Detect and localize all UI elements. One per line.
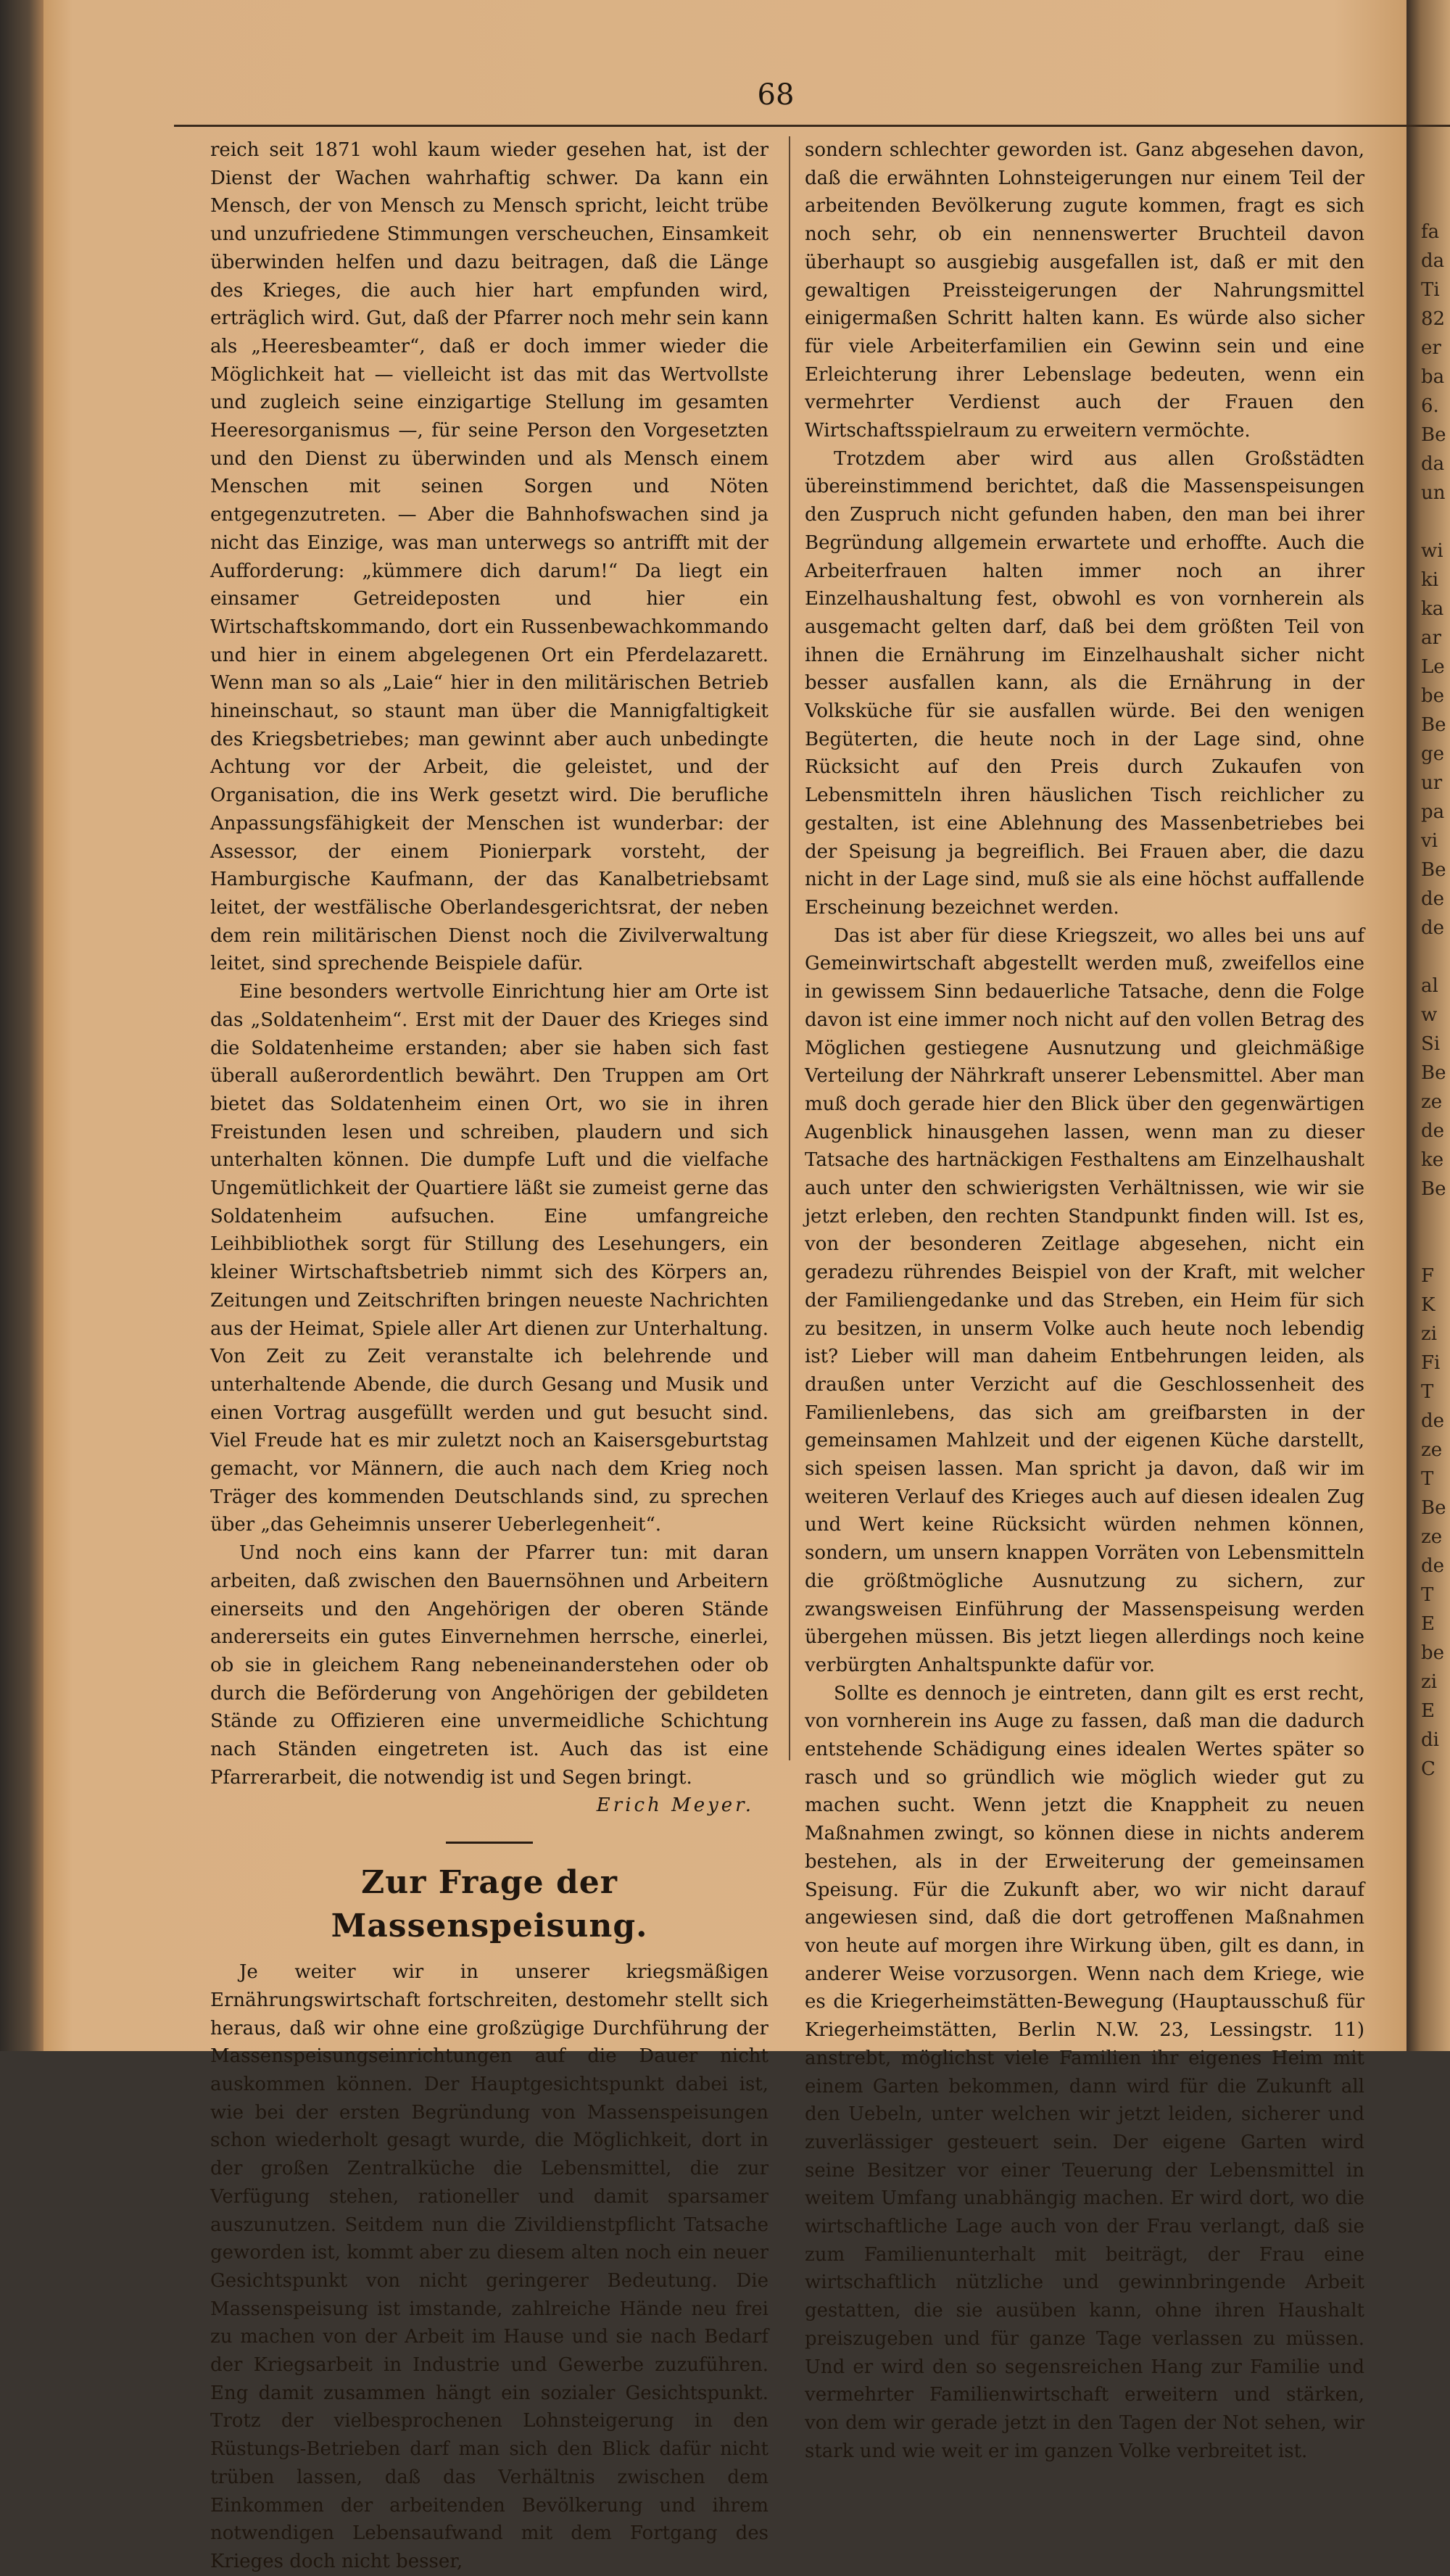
paragraph: Das ist aber für diese Kriegszeit, wo alles bei uns auf Gemeinwirtschaft abgestellt werden muß, zweifellos eine in gewissem Sinn bedauerliche Tatsache, denn die Folge davon ist eine immer noch nicht auf den vollen Betrag des Möglichen gestiegene Ausnutzung und gleichmäßige Verteilung der Nährkraft unserer Lebensmittel. Aber man muß doch gerade hier den Blick über den gegenwärtigen Augenblick hinausgehen lassen, wenn man zu dieser Tatsache des hartnäckigen Festhaltens am Einzelhaushalt auch unter den schwierigsten Verhältnissen, wie wir sie jetzt erleben, den rechten Standpunkt finden will. Ist es, von der besonderen Zeitlage abgesehen, nicht ein geradezu rührendes Beispiel von der Kraft, mit welcher der Familiengedanke und das Streben, ein Heim für sich zu besitzen, in unserm Volke auch heute noch lebendig ist? Lieber will man daheim Entbehrungen leiden, als draußen unter Verzicht auf die Geschlossenheit des Familienlebens, das sich am greifbarsten in der gemeinsamen Mahlzeit und der eigenen Küche darstellt, sich speisen lassen. Man spricht ja davon, daß wir im weiteren Verlauf des Krieges auch auf diesen idealen Zug und Wert keine Rücksicht würden nehmen können, sondern, um unsern knappen Vorräten von Lebensmitteln die größtmögliche Ausnutzung zu sichern, zur zwangsweisen Einführung der Massenspeisung werden übergehen müssen. Bis jetzt liegen allerdings noch keine verbürgten Anhaltspunkte dafür vor. bbox=[805, 924, 1364, 1676]
adjacent-page-fragment: K bbox=[1421, 1294, 1436, 1316]
adjacent-page-fragment: ar bbox=[1421, 627, 1441, 649]
paragraph: Eine besonders wertvolle Einrichtung hier am Orte ist das „Soldatenheim“. Erst mit der Dauer des Krieges sind die Soldatenheime erstanden; aber sie haben sich fast überall außerordentlich bewährt. Den Truppen am Ort bietet das Soldatenheim einen Ort, wo sie in ihren Freistunden lesen und schreiben, plaudern und sich unterhalten können. Die dumpfe Luft und die vielfache Ungemütlichkeit der Quartiere läßt sie zumeist gerne das Soldatenheim aufsuchen. Eine umfangreiche Leihbibliothek sorgt für Stillung des Lesehungers, ein kleiner Wirtschaftsbetrieb nimmt sich des Körpers an, Zeitungen und Zeitschriften bringen neueste Nachrichten aus der Heimat, Spiele aller Art dienen zur Unterhaltung. Von Zeit zu Zeit veranstalte ich belehrende und unterhaltende Abende, die durch Gesang und Musik und einen Vortrag ausgefüllt werden und gut besucht sind. Viel Freude hat es mir zuletzt noch an Kaisersgeburtstag gemacht, vor Männern, die auch nach dem Krieg noch Träger des kommenden Deutschlands sind, zu sprechen über „das Geheimnis unserer Ueberlegenheit“. bbox=[210, 981, 768, 1536]
adjacent-page-fragment: al bbox=[1421, 975, 1438, 997]
paragraph: sondern schlechter geworden ist. Ganz abgesehen davon, daß die erwähnten Lohnsteigerungen nur einem Teil der arbeitenden Bevölkerung zugute kommen, fragt es sich noch sehr, ob ein nennenswerter Bruchteil davon überhaupt so ausgiebig ausgefallen ist, daß er mit den gewaltigen Preissteigerungen der Nahrungsmittel einigermaßen Schritt halten kann. Es würde also sicher für viele Arbeiterfamilien ein Gewinn sein und eine Erleichterung ihrer Lebenslage bedeuten, wenn ein vermehrter Verdienst auch der Frauen den Wirtschaftsspielraum zu erweitern vermöchte. bbox=[805, 139, 1364, 442]
adjacent-page-fragment: Be bbox=[1421, 859, 1446, 881]
adjacent-page-edge bbox=[1406, 0, 1450, 2051]
adjacent-page-fragment: ze bbox=[1421, 1439, 1443, 1461]
adjacent-page-fragment: fa bbox=[1421, 221, 1440, 243]
left-column bbox=[210, 136, 768, 2576]
adjacent-page-fragment: E bbox=[1421, 1700, 1435, 1722]
adjacent-page-fragment: da bbox=[1421, 250, 1445, 272]
adjacent-page-fragment: T bbox=[1421, 1584, 1434, 1606]
adjacent-page-fragment: di bbox=[1421, 1729, 1439, 1751]
adjacent-page-fragment: C bbox=[1421, 1758, 1436, 1780]
article-title: Zur Frage der Massenspeisung. bbox=[331, 1864, 648, 1945]
book-spine bbox=[0, 0, 44, 2051]
adjacent-page-fragment: de bbox=[1421, 917, 1445, 939]
section-divider bbox=[446, 1842, 533, 1844]
adjacent-page-fragment: E bbox=[1421, 1613, 1435, 1635]
adjacent-page-fragment: Si bbox=[1421, 1033, 1441, 1055]
adjacent-page-fragment: be bbox=[1421, 1642, 1445, 1664]
adjacent-page-fragment: ge bbox=[1421, 743, 1445, 765]
header-rule bbox=[174, 125, 1450, 127]
adjacent-page-fragment: pa bbox=[1421, 801, 1445, 823]
adjacent-page-fragment: de bbox=[1421, 1555, 1445, 1577]
adjacent-page-fragment: be bbox=[1421, 685, 1445, 707]
adjacent-page-fragment bbox=[1421, 943, 1450, 972]
adjacent-page-fragment: Be bbox=[1421, 714, 1446, 736]
adjacent-page-fragment: T bbox=[1421, 1381, 1434, 1403]
adjacent-page-fragment: F bbox=[1421, 1265, 1435, 1287]
paragraph: Trotzdem aber wird aus allen Großstädten übereinstimmend berichtet, daß die Massenspeisungen den Zuspruch nicht gefunden haben, den man bei ihrer Begründung allgemein erwartete und erhoffte. Auch die Arbeiterfrauen halten immer noch an ihrer Einzelhaushaltung fest, obwohl es von vornherein als ausgemacht gelten darf, daß bei dem größten Teil von ihnen die Ernährung im Einzelhaushalt sicher nicht besser ausfallen kann, als die Ernährung in der Volksküche für sie ausfallen würde. Bei den wenigen Begüterten, die heute noch in der Lage sind, ohne Rücksicht auf den Preis durch Zukaufen von Lebensmitteln ihren häuslichen Tisch reichlicher zu gestalten, ist eine Ablehnung des Massenbetriebes bei der Speisung ja begreiflich. Bei Frauen aber, die dazu nicht in der Lage sind, muß sie als eine höchst auffallende Erscheinung bezeichnet werden. bbox=[805, 447, 1364, 919]
author-signature: Erich Meyer. bbox=[596, 1794, 754, 1817]
adjacent-page-fragment bbox=[1421, 508, 1450, 537]
adjacent-page-fragment: 6. bbox=[1421, 395, 1439, 417]
right-column bbox=[805, 136, 1364, 2465]
adjacent-page-fragment: de bbox=[1421, 888, 1445, 910]
adjacent-page-fragment: ke bbox=[1421, 1149, 1444, 1171]
adjacent-page-fragment: T bbox=[1421, 1468, 1434, 1490]
adjacent-page-fragment: Be bbox=[1421, 1178, 1446, 1200]
adjacent-page-fragment: ze bbox=[1421, 1526, 1443, 1548]
adjacent-page-fragment: Be bbox=[1421, 1062, 1446, 1084]
adjacent-page-fragment: ba bbox=[1421, 366, 1445, 388]
adjacent-page-fragment: er bbox=[1421, 337, 1441, 359]
paragraph: Sollte es dennoch je eintreten, dann gilt es erst recht, von vornherein ins Auge zu fassen, daß man die dadurch entstehende Schädigung eines idealen Wertes später so rasch und so gründlich wie möglich wieder gut zu machen sucht. Wenn jetzt die Knappheit zu neuen Maßnahmen zwingt, so können diese in nichts anderem bestehen, als in der Erweiterung der gemeinsamen Speisung. Für die Zukunft aber, wo wir nicht darauf angewiesen sind, daß die dort getroffenen Maßnahmen von heute auf morgen ihre Wirkung üben, gilt es dann, in anderer Weise vorzusorgen. Wenn nach dem Kriege, wie es die Kriegerheimstätten-Bewegung (Hauptausschuß für Kriegerheimstätten, Berlin N.W. 23, Lessingstr. 11) anstrebt, möglichst viele Familien ihr eigenes Heim mit einem Garten bekommen, dann wird für die Zukunft all den Uebeln, unter welchen wir jetzt leiden, sicherer und zuverlässiger gesteuert sein. Der eigene Garten wird seine Besitzer vor einer Teuerung der Lebensmittel in weitem Umfang unabhängig machen. Er wird dort, wo die wirtschaftliche Lage auch von der Frau verlangt, daß sie zum Familienunterhalt mit beiträgt, der Frau eine wirtschaftlich nützliche und gewinnbringende Arbeit gestatten, die sie ausüben kann, ohne ihren Haushalt preiszugeben und für ganze Tage verlassen zu müssen. Und er wird den so segensreichen Hang zur Familie und vermehrter Familienwirtschaft erweitern und stärken, von dem wir gerade jetzt in den Tagen der Not sehen, wir stark und wie weit er im ganzen Volke verbreitet ist. bbox=[805, 1682, 1364, 2462]
adjacent-page-fragment: Be bbox=[1421, 424, 1446, 446]
adjacent-page-fragment: ka bbox=[1421, 598, 1444, 620]
adjacent-page-fragment: wi bbox=[1421, 540, 1443, 562]
adjacent-page-fragment: de bbox=[1421, 1410, 1445, 1432]
adjacent-page-fragment: Be bbox=[1421, 1497, 1446, 1519]
adjacent-page-fragment: 82 bbox=[1421, 308, 1446, 330]
adjacent-page-fragment: ur bbox=[1421, 772, 1443, 794]
adjacent-page-fragment: ze bbox=[1421, 1091, 1443, 1113]
adjacent-page-fragment: Ti bbox=[1421, 279, 1440, 301]
adjacent-page-fragment: Le bbox=[1421, 656, 1445, 678]
adjacent-page-fragment: un bbox=[1421, 482, 1446, 504]
paragraph: Je weiter wir in unserer kriegsmäßigen Ernährungswirtschaft fortschreiten, destomehr stellt sich heraus, daß wir ohne eine großzügige Durchführung der Massenspeisungseinrichtungen auf die Dauer nicht auskommen können. Der Hauptgesichtspunkt dabei ist, wie bei der ersten Begründung von Massenspeisungen schon wiederholt gesagt wurde, die Möglichkeit, dort in der großen Zentralküche die Lebensmittel, die zur Verfügung stehen, rationeller und damit sparsamer auszunutzen. Seitdem nun die Zivildienstpflicht Tatsache geworden ist, kommt aber zu diesem alten noch ein neuer Gesichtspunkt von nicht geringerer Bedeutung. Die Massenspeisung ist imstande, zahlreiche Hände neu frei zu machen von der Arbeit im Hause und sie nach Bedarf der Kriegsarbeit in Industrie und Gewerbe zuzuführen. Eng damit zusammen hängt ein sozialer Gesichtspunkt. Trotz der vielbesprochenen Lohnsteigerung in den Rüstungs-Betrieben darf man sich den Blick dafür nicht trüben lassen, daß das Verhältnis zwischen dem Einkommen der arbeitenden Bevölkerung und ihrem notwendigen Lebensaufwand mit dem Fortgang des Krieges doch nicht besser, bbox=[210, 1961, 768, 2572]
adjacent-page-fragment: vi bbox=[1421, 830, 1438, 852]
adjacent-page-fragment: zi bbox=[1421, 1671, 1438, 1693]
paragraph: Und noch eins kann der Pfarrer tun: mit daran arbeiten, daß zwischen den Bauernsöhnen und Arbeitern einerseits und den Angehörigen der oberen Stände andererseits ein gutes Einvernehmen herrsche, einerlei, ob sie in gleichem Rang nebeneinanderstehen oder ob durch die Beförderung von Angehörigen der gebildeten Stände zu Offizieren eine unvermeidliche Schichtung nach Ständen eingetreten ist. Auch das ist eine Pfarrerarbeit, die notwendig ist und Segen bringt. bbox=[210, 1542, 768, 1789]
paragraph: reich seit 1871 wohl kaum wieder gesehen hat, ist der Dienst der Wachen wahrhaftig schwer. Da kann ein Mensch, der von Mensch zu Mensch spricht, leicht trübe und unzufriedene Stimmungen verscheuchen, Einsamkeit überwinden helfen und dazu beitragen, daß die Länge des Krieges, die auch hier hart empfunden wird, erträglich wird. Gut, daß der Pfarrer noch mehr sein kann als „Heeresbeamter“, daß er doch immer wieder die Möglichkeit hat — vielleicht ist das mit das Wertvollste und zugleich seine einzigartige Stellung im gesamten Heeresorganismus —, für seine Person den Vorgesetzten und den Dienst zu überwinden und als Mensch einem Menschen mit seinen Sorgen und Nöten entgegenzutreten. — Aber die Bahnhofswachen sind ja nicht das Einzige, was man unterwegs so antrifft mit der Aufforderung: „kümmere dich darum!“ Da liegt ein einsamer Getreideposten und hier ein Wirtschaftskommando, dort ein Russenbewachkommando und hier in einem abgelegenen Ort ein Pferdelazarett. Wenn man so als „Laie“ hier in den militärischen Betrieb hineinschaut, so staunt man über die Mannigfaltigkeit des Kriegsbetriebes; man gewinnt aber auch unbedingte Achtung vor der Arbeit, die geleistet, und der Organisation, die ins Werk gesetzt wird. Die berufliche Anpassungsfähigkeit der Menschen ist wunderbar: der Assessor, der einem Pionierpark vorsteht, der Hamburgische Kaufmann, der das Kanalbetriebsamt leitet, der westfälische Oberlandesgerichtsrat, der neben dem rein militärischen Dienst noch die Zivilverwaltung leitet, sind sprechende Beispiele dafür. bbox=[210, 139, 769, 975]
column-divider bbox=[789, 136, 790, 1760]
page-number: 68 bbox=[757, 78, 795, 112]
adjacent-page-fragment: de bbox=[1421, 1120, 1445, 1142]
adjacent-page-fragment: Fi bbox=[1421, 1352, 1441, 1374]
adjacent-page-fragment: zi bbox=[1421, 1323, 1438, 1345]
adjacent-page-fragment: da bbox=[1421, 453, 1445, 475]
adjacent-page-fragment: w bbox=[1421, 1004, 1438, 1026]
adjacent-page-fragment: ki bbox=[1421, 569, 1439, 591]
adjacent-page-fragment bbox=[1421, 1233, 1450, 1262]
adjacent-page-fragment bbox=[1421, 1204, 1450, 1233]
